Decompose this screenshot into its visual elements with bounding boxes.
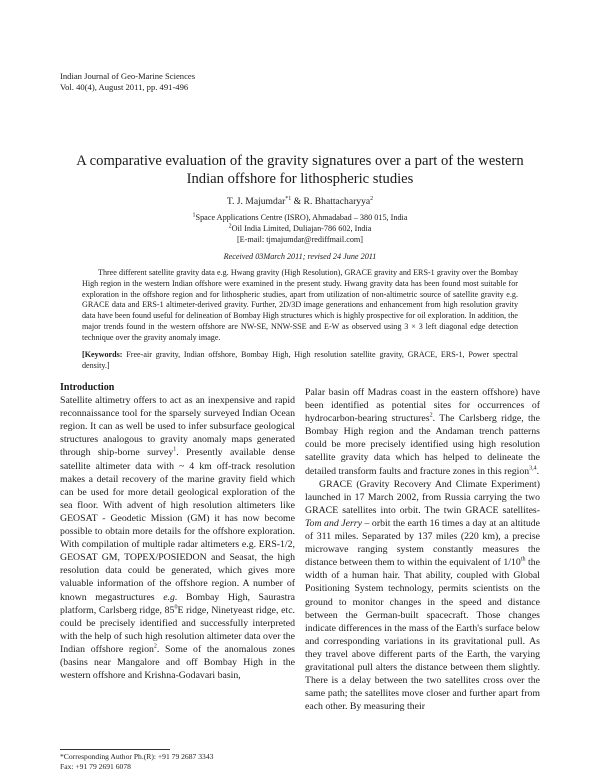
intro-text-1: Satellite altimetry offers to act as an inexpensive and rapid reconnaissance tool for the sparsely surveyed Indian Ocean region. It can as well be used to infer subsurface geological structures analogous to gravity anomaly maps generated through ship-borne survey — [60, 395, 295, 459]
citation-3-4: 3,4 — [529, 465, 537, 472]
right-paragraph-2 — [305, 478, 540, 714]
intro-text-5: . Some of the anomalous zones (basins near Mangalore and off Bombay High in the western offshore and Krishna-Godavari basin, — [60, 643, 295, 682]
citation-1: 1 — [173, 447, 177, 454]
footnote — [60, 752, 213, 772]
citation-2b: 2 — [429, 412, 433, 419]
author-1: T. J. Majumdar — [226, 196, 286, 207]
keywords-label: [Keywords: — [82, 350, 123, 359]
right-text-1a: Palar basin off Madras coast in the eastern offshore) have been identified as potential sites for occurrences of hydrocarbon-bearing structures — [305, 387, 540, 425]
citation-2: 2 — [153, 643, 157, 650]
affiliation-2-text: Oil India Limited, Duliajan-786 602, India — [231, 224, 372, 233]
left-column — [60, 381, 295, 682]
paper-title: A comparative evaluation of the gravity signatures over a part of the western Indian offshore for lithospheric studies — [76, 153, 524, 187]
right-text-2c: the width of a human hair. That ability, coupled with Global Positioning System technology, permits scientists on the ground to monitor changes in the speed and distance between the German-built spacecraft. Those changes indicate differences in the mass of the Earth's surface below and corresponding variations in its gravitational pull. As they travel above different parts of the Earth, the varying gravitational pull alters the distance between them slightly. There is a delay between the two satellites cross over the same path; the satellites move closer and further apart from each other. By measuring their — [305, 557, 540, 713]
journal-volume: Vol. 40(4), August 2011, pp. 491-496 — [60, 82, 189, 92]
affiliation-2 — [60, 223, 540, 234]
journal-header — [60, 71, 195, 93]
authors — [60, 196, 540, 207]
author-2-sup: 2 — [370, 195, 374, 202]
affiliation-2-sup: 2 — [228, 223, 232, 230]
affiliation-1-sup: 1 — [192, 212, 196, 219]
affiliations — [60, 212, 540, 245]
right-text-2b: – orbit the earth 16 times a day at an altitude of 311 miles. Separated by 137 miles (220 km), a precise microwave ranging system constantly measures the distance between them to within the equivalent of 1/10 — [305, 517, 540, 569]
keywords — [82, 350, 518, 372]
intro-text-4: E ridge, Ninetyeast ridge, etc. could be precisely identified and successfully interpreted with the help of such high resolution altimeter data over the Indian offshore region — [60, 604, 295, 655]
right-paragraph-1 — [305, 386, 540, 478]
tenth-sup: th — [520, 556, 526, 563]
right-text-1c: . — [536, 465, 540, 477]
right-text-1b: . The Carlsberg ridge, the Bombay High region and the Andaman trench patterns could be more precisely identified using high resolution satellite gravity data which has helped to delineate the detailed transform faults and fracture zones in this region — [305, 413, 541, 477]
author-separator: & — [291, 196, 304, 207]
footnote-line-2: Fax: +91 79 2691 6078 — [60, 762, 131, 771]
journal-name: Indian Journal of Geo-Marine Sciences — [60, 71, 196, 81]
author-2: R. Bhattacharyya — [303, 196, 371, 207]
right-text-2a: GRACE (Gravity Recovery And Climate Experiment) launched in 17 March 2002, from Russia carrying the two GRACE satellites into orbit. The twin GRACE satellites- — [305, 478, 540, 516]
author-1-sup: *1 — [285, 195, 292, 202]
intro-eg: e.g. — [163, 591, 178, 603]
abstract: Three different satellite gravity data e.g. Hwang gravity (High Resolution), GRACE gravity and ERS-1 gravity over the Bombay High region in the western Indian offshore were examined in the present study. Hwang gravity data has been found most suitable for exploration in the offshore region and for lithospheric studies, apart from utilization of non-altimetric source of satellite gravity e.g. GRACE data and ERS-1 altimeter-derived gravity. Further, 2D/3D image generations and enhancement from high resolution gravity data have been found useful for delineation of Bombay High structures which is highly prospective for oil exploration. In addition, the major trends found in the western offshore are NW-SE, NNW-SSE and E-W as observed using 3 × 3 left diagonal edge detection technique over the gravity anomaly image. — [82, 268, 518, 342]
footnote-line-1: *Corresponding Author Ph.(R): +91 79 2687 3343 — [60, 752, 214, 761]
intro-text-2: . Presently available dense satellite altimeter data with ~ 4 km off-track resolution makes a detail recovery of the marine gravity field which can be used for more detail geological exploration of the sea floor. With advent of high resolution altimeters like GEOSAT - Geodetic Mission (GM) it has now become possible to obtain more details for the offshore exploration. With compilation of multiple radar altimeters e.g. ERS-1/2, GEOSAT GM, TOPEX/POSIEDON and Seasat, the high resolution data could be generated, which gives more valuable information of the offshore region. A number of known megastructures — [60, 447, 295, 603]
received-dates: Received 03March 2011; revised 24 June 2011 — [223, 252, 377, 261]
keywords-text: Free-air gravity, Indian offshore, Bombay High, High resolution satellite gravity, GRACE, ERS-1, Power spectral density.] — [82, 350, 518, 370]
tom-and-jerry: Tom and Jerry — [305, 517, 362, 529]
affiliation-1-text: Space Applications Centre (ISRO), Ahmadabad – 380 015, India — [195, 213, 408, 222]
footnote-rule — [60, 749, 170, 750]
degree-mark: 0 — [174, 604, 178, 611]
intro-paragraph — [60, 394, 295, 682]
affiliation-1 — [60, 212, 540, 223]
section-heading-introduction: Introduction — [60, 382, 115, 393]
email: [E-mail: tjmajumdar@rediffmail.com] — [236, 235, 364, 244]
intro-text-3: Bombay High, Saurastra platform, Carlsberg ridge, 85 — [60, 591, 295, 616]
right-column — [305, 386, 540, 713]
